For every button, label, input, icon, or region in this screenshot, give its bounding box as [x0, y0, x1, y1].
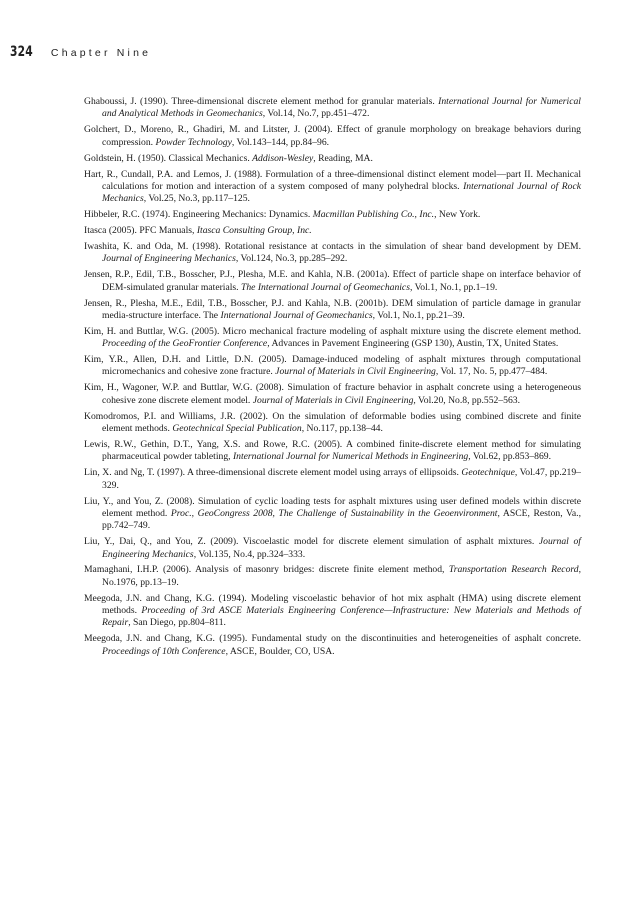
reference-venue: Proceeding of 3rd ASCE Materials Engineering Conference—Infrastructure: New Materials and Methods of Repair: [102, 605, 581, 629]
reference-details: , ASCE, Reston, Va., pp.742–749.: [102, 507, 581, 532]
reference-entry: [84, 124, 581, 149]
reference-entry: [84, 326, 581, 351]
reference-venue: International Journal for Numerical Methods in Engineering: [232, 451, 469, 463]
reference-venue: Powder Technology: [155, 136, 232, 148]
reference-details: , Vol.20, No.8, pp.552–563.: [413, 394, 521, 406]
reference-details: , No.117, pp.138–44.: [301, 423, 383, 435]
reference-venue: Journal of Engineering Mechanics: [102, 536, 581, 560]
reference-text: Jensen, R.P., Edil, T.B., Bosscher, P.J., Plesha, M.E. and Kahla, N.B. (2001a). Effect of particle shape on interface behavior of DEM-simulated granular materials.: [84, 269, 581, 293]
reference-entry: [84, 439, 581, 464]
reference-entry: [84, 536, 581, 561]
reference-venue: Journal of Materials in Civil Engineering: [275, 366, 436, 378]
reference-entry: [84, 298, 581, 323]
reference-text: Kim, Y.R., Allen, D.H. and Little, D.N. (2005). Damage-induced modeling of asphalt mixtures through computational micromechanics and cohesive zone fracture.: [84, 354, 581, 378]
reference-details: , Vol.124, No.3, pp.285–292.: [235, 253, 348, 265]
reference-details: , New York.: [434, 209, 481, 221]
reference-text: Goldstein, H. (1950). Classical Mechanics.: [84, 152, 253, 164]
page-number: 324: [10, 44, 33, 60]
reference-venue: Addison-Wesley: [252, 152, 314, 164]
reference-details: , Reading, MA.: [313, 152, 373, 164]
reference-text: Meegoda, J.N. and Chang, K.G. (1995). Fundamental study on the discontinuities and heterogeneities of asphalt concrete.: [84, 633, 581, 645]
reference-venue: Itasca Consulting Group, Inc.: [196, 225, 312, 237]
reference-details: , Vol.14, No.7, pp.451–472.: [262, 108, 370, 120]
reference-text: Iwashita, K. and Oda, M. (1998). Rotational resistance at contacts in the simulation of shear band development by DEM.: [84, 241, 581, 252]
reference-text: Lin, X. and Ng, T. (1997). A three-dimensional discrete element model using arrays of ellipsoids.: [84, 467, 462, 479]
reference-venue: Proc., GeoCongress 2008, The Challenge of Sustainability in the Geoenvironment: [170, 507, 498, 519]
reference-venue: Proceedings of 10th Conference: [102, 645, 226, 657]
running-header: [10, 44, 151, 64]
reference-entry: [84, 96, 581, 121]
reference-entry: [84, 153, 581, 165]
reference-venue: Macmillan Publishing Co., Inc.: [312, 209, 435, 221]
reference-details: , Vol. 17, No. 5, pp.477–484.: [435, 366, 548, 378]
reference-venue: Geotechnical Special Publication: [172, 423, 302, 435]
reference-venue: Proceeding of the GeoFrontier Conference: [102, 338, 268, 350]
chapter-label: Chapter Nine: [50, 47, 152, 59]
reference-details: , Advances in Pavement Engineering (GSP 130), Austin, TX, United States.: [267, 338, 559, 350]
reference-text: Mamaghani, I.H.P. (2006). Analysis of masonry bridges: discrete finite element method,: [84, 564, 449, 576]
reference-venue: International Journal of Geomechanics: [220, 309, 373, 321]
reference-details: , ASCE, Boulder, CO, USA.: [225, 645, 335, 657]
reference-text: Lewis, R.W., Gethin, D.T., Yang, X.S. and Rowe, R.C. (2005). A combined finite-discrete element method for simulating pharmaceutical powder tableting,: [84, 438, 581, 463]
reference-entry: [84, 467, 581, 492]
reference-entry: [84, 269, 581, 294]
reference-details: , Vol.25, No.3, pp.117–125.: [143, 193, 250, 205]
reference-text: Kim, H. and Buttlar, W.G. (2005). Micro mechanical fracture modeling of asphalt mixture using the discrete element method.: [84, 325, 581, 337]
reference-details: , Vol.135, No.4, pp.324–333.: [193, 548, 306, 560]
reference-details: , Vol.143–144, pp.84–96.: [231, 136, 330, 148]
reference-text: Liu, Y., and You, Z. (2008). Simulation of cyclic loading tests for asphalt mixtures using user defined models within discrete element method.: [84, 495, 581, 519]
reference-text: Ghaboussi, J. (1990). Three-dimensional discrete element method for granular materials.: [84, 96, 439, 107]
reference-text: Kim, H., Wagoner, W.P. and Buttlar, W.G. (2008). Simulation of fracture behavior in asphalt concrete using a heterogeneous cohesive zone discrete element model.: [84, 382, 581, 406]
reference-entry: [84, 633, 581, 658]
reference-venue: Journal of Engineering Mechanics: [102, 253, 236, 265]
reference-venue: The International Journal of Geomechanics: [241, 281, 410, 293]
reference-entry: [84, 169, 581, 206]
reference-details: , No.1976, pp.13–19.: [102, 564, 581, 588]
reference-text: Hart, R., Cundall, P.A. and Lemos, J. (1988). Formulation of a three-dimensional distinct element model—part II. Mechanical calculations for motion and interaction of a system composed of many polyhedral blocks.: [84, 168, 581, 192]
reference-entry: [84, 241, 581, 266]
reference-entry: [84, 564, 581, 589]
reference-venue: International Journal of Rock Mechanics: [102, 180, 581, 205]
reference-details: , Vol.1, No.1, pp.1–19.: [409, 281, 498, 293]
reference-venue: Transportation Research Record: [448, 564, 579, 576]
reference-text: Komodromos, P.I. and Williams, J.R. (2002). On the simulation of deformable bodies using combined discrete and finite element methods.: [84, 410, 581, 435]
reference-entry: [84, 209, 581, 221]
reference-list: [84, 96, 581, 662]
reference-entry: [84, 593, 581, 630]
reference-details: , San Diego, pp.804–811.: [128, 617, 226, 629]
reference-venue: International Journal for Numerical and Analytical Methods in Geomechanics: [102, 96, 581, 120]
reference-details: , Vol.1, No.1, pp.21–39.: [372, 309, 465, 321]
reference-venue: Journal of Materials in Civil Engineering: [252, 394, 414, 406]
reference-entry: [84, 496, 581, 533]
reference-text: Meegoda, J.N. and Chang, K.G. (1994). Modeling viscoelastic behavior of hot mix asphalt (HMA) using discrete element methods.: [84, 592, 581, 617]
reference-entry: [84, 225, 581, 237]
reference-text: Jensen, R., Plesha, M.E., Edil, T.B., Bosscher, P.J. and Kahla, N.B. (2001b). DEM simulation of particle damage in granular media-structure interface. The: [84, 297, 581, 321]
reference-details: , Vol.47, pp.219–329.: [102, 467, 581, 491]
reference-details: , Vol.62, pp.853–869.: [468, 451, 552, 463]
reference-text: Itasca (2005). PFC Manuals,: [84, 225, 197, 237]
reference-entry: [84, 354, 581, 379]
reference-entry: [84, 411, 581, 436]
reference-text: Liu, Y., Dai, Q., and You, Z. (2009). Viscoelastic model for discrete element simulation of asphalt mixtures.: [84, 536, 539, 548]
reference-venue: Geotechnique: [461, 467, 515, 479]
reference-text: Golchert, D., Moreno, R., Ghadiri, M. and Litster, J. (2004). Effect of granule morphology on breakage behaviors during compression.: [84, 124, 581, 148]
reference-text: Hibbeler, R.C. (1974). Engineering Mechanics: Dynamics.: [84, 209, 313, 221]
reference-entry: [84, 382, 581, 407]
